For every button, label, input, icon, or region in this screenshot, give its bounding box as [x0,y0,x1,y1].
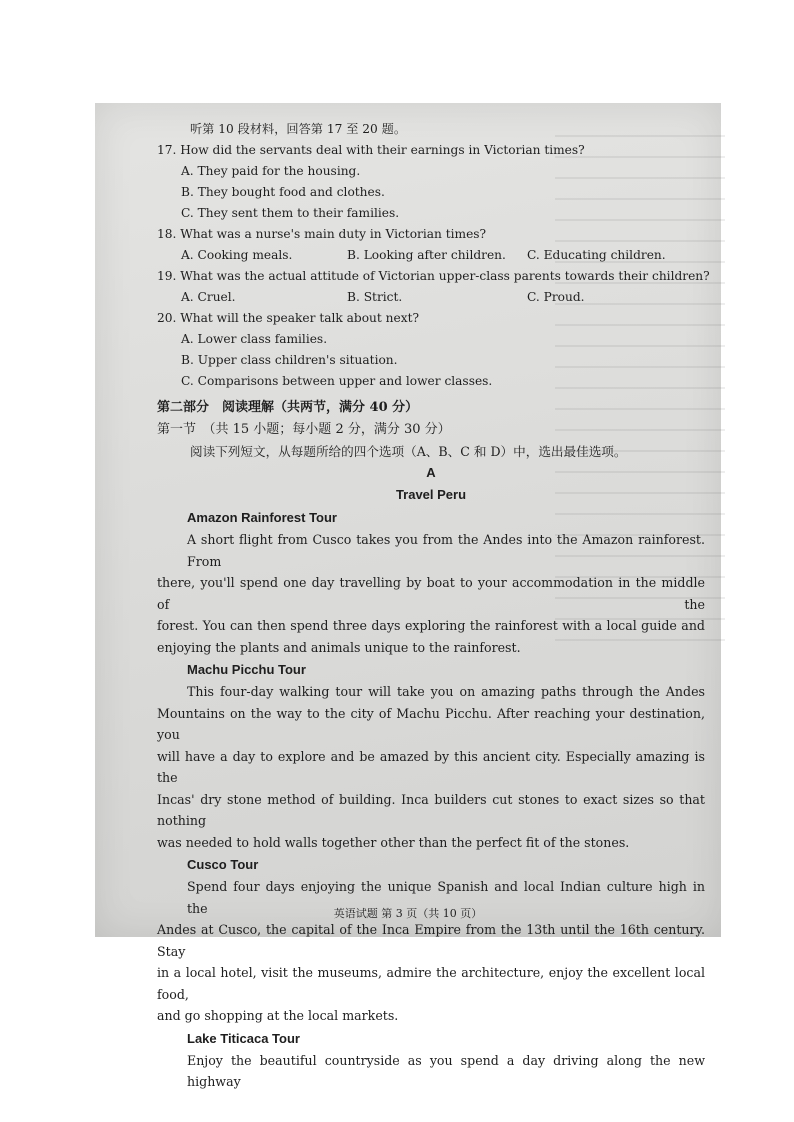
passage-title: Travel Peru [395,487,467,502]
q19-option-c: C. Proud. [527,290,585,304]
q19-option-b: B. Strict. [347,290,403,304]
q19-option-a: A. Cruel. [181,290,236,304]
page-footer: 英语试题 第 3 页（共 10 页） [333,907,483,920]
tour-title-cusco: Cusco Tour [187,857,259,872]
tour-paragraph-cusco [157,876,705,1027]
paragraph-line: there, you'll spend one day travelling by boat to your accommodation in the middle of the [157,575,705,612]
page-content [157,119,710,1093]
tour-paragraph-lake-titicaca [157,1050,705,1093]
question-18: 18. What was a nurse's main duty in Victorian times? [157,227,487,241]
paragraph-line: enjoying the plants and animals unique to the rainforest. [157,639,521,655]
q18-options [157,245,705,266]
paragraph-line: Incas' dry stone method of building. Inca builders cut stones to exact sizes so that nothing [157,791,705,828]
tour-title-amazon: Amazon Rainforest Tour [187,510,337,525]
section-one-title: 第一节 （共 15 小题；每小题 2 分，满分 30 分） [157,422,451,437]
q19-options [157,287,705,308]
listening-intro: 听第 10 段材料，回答第 17 至 20 题。 [190,122,407,136]
q18-option-b: B. Looking after children. [347,248,506,262]
paragraph-line: A short flight from Cusco takes you from the Andes into the Amazon rainforest. From [187,532,705,569]
paragraph-line: and go shopping at the local markets. [157,1008,399,1023]
tour-paragraph-machu-picchu [157,681,705,853]
paragraph-line: Spend four days enjoying the unique Spanish and local Indian culture high in the [187,879,705,916]
part-two-title: 第二部分 阅读理解（共两节，满分 40 分） [157,400,419,415]
paragraph-line: Andes at Cusco, the capital of the Inca Empire from the 13th until the 16th century. Stay [157,922,705,959]
paragraph-line: Mountains on the way to the city of Machu Picchu. After reaching your destination, you [157,705,705,742]
exam-page [95,103,721,1089]
q18-option-c: C. Educating children. [527,248,666,262]
passage-letter: A [426,465,436,480]
paragraph-line: This four-day walking tour will take you on amazing paths through the Andes [187,684,705,699]
paragraph-line: was needed to hold walls together other than the perfect fit of the stones. [157,834,630,850]
paragraph-line: in a local hotel, visit the museums, admire the architecture, enjoy the excellent local food, [157,965,705,1002]
q20-option-b: B. Upper class children's situation. [181,353,398,367]
reading-instruction: 阅读下列短文，从每题所给的四个选项（A、B、C 和 D）中，选出最佳选项。 [190,444,627,459]
question-20: 20. What will the speaker talk about next? [157,311,420,325]
q20-option-c: C. Comparisons between upper and lower classes. [181,374,493,388]
tour-title-lake-titicaca: Lake Titicaca Tour [187,1030,300,1046]
paragraph-line: will have a day to explore and be amazed by this ancient city. Especially amazing is the [157,748,705,785]
paragraph-line: Enjoy the beautiful countryside as you spend a day driving along the new highway [187,1052,705,1089]
tour-title-machu-picchu: Machu Picchu Tour [187,662,306,677]
q20-option-a: A. Lower class families. [181,332,328,346]
q17-option-b: B. They bought food and clothes. [181,185,385,199]
paragraph-line: forest. You can then spend three days exploring the rainforest with a local guide and [157,618,705,633]
tour-paragraph-amazon [157,529,705,658]
q17-option-a: A. They paid for the housing. [181,164,361,178]
question-17: 17. How did the servants deal with their earnings in Victorian times? [157,143,585,157]
question-19: 19. What was the actual attitude of Victorian upper-class parents towards their children? [157,269,710,283]
q18-option-a: A. Cooking meals. [181,248,293,262]
q17-option-c: C. They sent them to their families. [181,206,400,220]
